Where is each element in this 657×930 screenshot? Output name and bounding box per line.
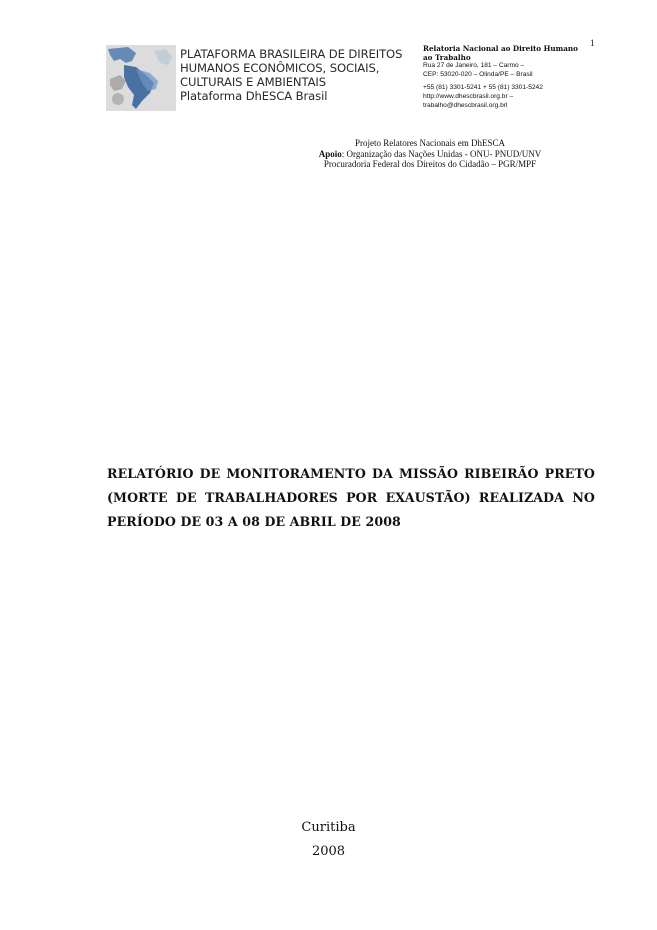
address-line: CEP: 53020-020 – Olinda/PE – Brasil [423,70,533,78]
title-line: (MORTE DE TRABALHADORES POR EXAUSTÃO) REALIZADA NO [107,490,595,505]
website-link[interactable]: http://www.dhescbrasil.org.br – [423,92,514,100]
org-name-line: HUMANOS ECONÔMICOS, SOCIAIS, [180,61,380,75]
prosecutor-line: Procuradoria Federal dos Direitos do Cidadão – PGR/MPF [323,159,537,170]
organization-name [180,47,420,103]
contact-block [423,45,583,110]
address-line: Rua 27 de Janeiro, 181 – Carmo – [423,62,525,70]
support-text: : Organização das Nações Unidas - ONU- PNUD/UNV [341,148,542,159]
publication-year: 2008 [311,844,346,859]
project-line: Projeto Relatores Nacionais em DhESCA [355,138,505,148]
project-info [280,138,580,170]
support-label: Apoio [318,148,342,159]
contact-title-line: ao Trabalho [423,52,471,62]
phone-text: +55 (81) 3301-5241 + 55 (81) 3301-5242 [423,84,543,92]
page-number: 1 [590,38,595,48]
publication-place: Curitiba [301,820,356,835]
support-line [280,149,580,160]
title-line: RELATÓRIO DE MONITORAMENTO DA MISSÃO RIBEIRÃO PRETO [107,466,595,481]
americas-map-logo [106,45,176,111]
org-name-line: Plataforma DhESCA Brasil [180,89,328,103]
email-link[interactable]: trabalho@dhescbrasil.org.brl [423,101,508,109]
americas-map-icon [106,45,176,111]
org-name-line: CULTURAIS E AMBIENTAIS [180,75,326,89]
document-title [107,462,595,534]
title-line: PERÍODO DE 03 A 08 DE ABRIL DE 2008 [107,514,401,529]
org-name-line: PLATAFORMA BRASILEIRA DE DIREITOS [180,47,403,61]
contact-title-line: Relatoria Nacional ao Direito Humano [423,44,578,53]
